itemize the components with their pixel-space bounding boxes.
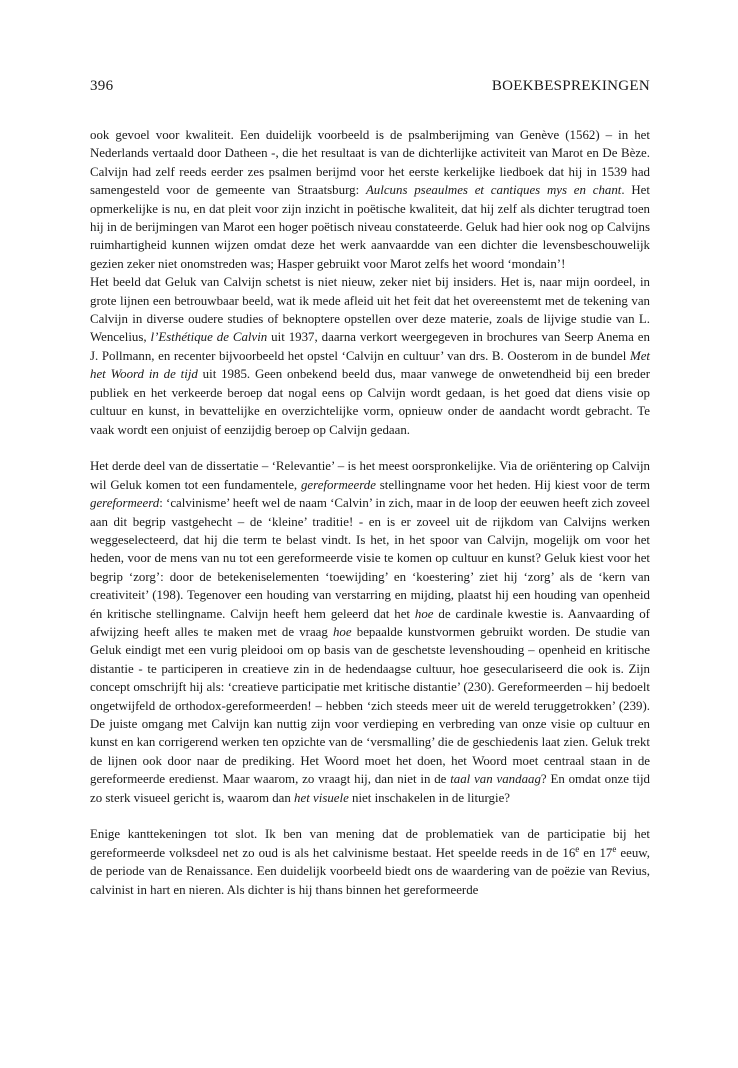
paragraph [90, 273, 650, 439]
italic-text: hoe [332, 624, 352, 639]
italic-text: taal van vandaag [450, 772, 541, 787]
text-run: . Het opmerkelijke is nu, en dat pleit voor zijn inzicht in poëtische kwaliteit, dat hij zelf als dichter terugtrad toen hij in de berijmingen van Marot een hoger poëtisch niveau constateerde. Geluk had hier ook nog op Calvijns ruimhartigheid kunnen wijzen omdat deze het werk aanvaardde van een dichter die levensbeschouwelijk gezien zeker niet onomstreden was; Hasper gebruikt voor Marot zelfs het woord ‘mondain’! [90, 183, 650, 271]
italic-text: Met het Woord in de tijd [90, 348, 650, 382]
italic-text: hoe [414, 606, 434, 621]
section-title: BOEKBESPREKINGEN [491, 78, 650, 94]
text-run: Het beeld dat Geluk van Calvijn schetst is niet nieuw, zeker niet bij insiders. Het is, naar mijn oordeel, in grote lijnen een betrouwbaar beeld, wat ik mede afleid uit het feit dat het overeenstemt met de tekening van Calvijn in diverse oudere studies of beknoptere opstellen over deze materie, zoals de lijvige studie van L. Wencelius, [90, 275, 650, 345]
italic-text: het visuele [294, 790, 349, 805]
text-run: niet inschakelen in de liturgie? [348, 790, 511, 805]
text-run: ook gevoel voor kwaliteit. Een duidelijk voorbeeld is de psalmberijming van Genève (1562) – in het Nederlands vertaald door Datheen -, die het resultaat is van de dichterlijke activiteit van Marot en De Bèze. Calvijn had zelf reeds eerder zes psalmen berijmd voor het eerste kerkelijke liedboek dat hij in 1539 had samengesteld voor de gemeente van Straatsburg: [90, 128, 650, 198]
text-run: ? En omdat onze tijd zo sterk visueel gericht is, waarom dan [90, 772, 650, 805]
text-run: Het derde deel van de dissertatie – ‘Relevantie’ – is het meest oorspronkelijke. Via de oriëntering op Calvijn wil Geluk komen tot een fundamentele, [90, 459, 650, 492]
italic-text: gereformeerde [300, 477, 376, 492]
text-run: bepaalde kunstvormen gebruikt worden. De studie van Geluk eindigt met een vurig pleidooi om op basis van de geschetste levenshouding – openheid en kritische distantie - te participeren in creatieve zin in de hedendaagse cultuur, hoe geseculariseerd die ook is. Zijn concept omschrijft hij als: ‘creatieve participatie met kritische distantie’ (230). Gereformeerden – hij bedoelt ongetwijfeld de orthodox-gereformeerden! – hebben ‘zich steeds meer uit de wereld teruggetrokken’ (239). De juiste omgang met Calvijn kan nuttig zijn voor verdieping en verbreding van onze visie op cultuur en kunst en kan corrigerend werken ten opzichte van de ‘versmalling’ die de geschiedenis laat zien. Geluk trekt de lijnen ook door naar de prediking. Het Woord moet het doen, het Woord moet centraal staan in de gereformeerde eredienst. Maar waarom, zo vraagt hij, dan niet in de [90, 624, 650, 787]
italic-text: l’Esthétique de Calvin [150, 330, 268, 345]
text-run: stellingname voor het heden. Hij kiest voor de term [375, 477, 650, 492]
superscript: e [612, 843, 617, 854]
paragraph [90, 126, 650, 273]
text-run: Enige kanttekeningen tot slot. Ik ben van mening dat de problematiek van de participatie bij het gereformeerde volksdeel net zo oud is als het calvinisme bestaat. Het speelde reeds in de 16 [90, 827, 650, 860]
text-run: eeuw, de periode van de Renaissance. Een duidelijk voorbeeld biedt ons de waardering van de poëzie van Revius, calvinist in hart en nieren. Als dichter is hij thans binnen het gereformeerde [90, 845, 650, 897]
italic-text: gereformeerd [90, 496, 160, 511]
superscript: e [575, 843, 580, 854]
text-run: de cardinale kwestie is. Aanvaarding of afwijzing heeft alles te maken met de vraag [90, 606, 650, 639]
paragraph [90, 457, 650, 807]
text-run: uit 1985. Geen onbekend beeld dus, maar vanwege de onwetendheid bij een breder publiek en het verkeerde beroep dat nogal eens op Calvijn wordt gedaan, is het goed dat diens visie op cultuur en kunst, in bevattelijke en overzichtelijke vorm, opnieuw onder de aandacht wordt gebracht. Te vaak wordt een onjuist of eenzijdig beroep op Calvijn gedaan. [90, 367, 651, 437]
page-number: 396 [90, 78, 114, 94]
text-run: : ‘calvinisme’ heeft wel de naam ‘Calvin’ in zich, maar in de loop der eeuwen heeft zich zoveel aan dit begrip vastgehecht – de ‘kleine’ traditie! - en is er zoveel uit de rijkdom van Calvijns werken weggeselecteerd, dat hij die term te belast vindt. Is het, in het spoor van Calvijn, mogelijk om voor het heden, voor de mens van nu tot een gereformeerde visie te komen op cultuur en kunst? Geluk kiest voor het begrip ‘zorg’: door de betekeniselementen ‘toewijding’ en ‘koestering’ ziet hij ‘zorg’ als de ‘kern van creativiteit’ (198). Tegenover een houding van verstarring en mijding, plaatst hij een houding van openheid én kritische stellingname. Calvijn heeft hem geleerd dat het [90, 496, 650, 621]
text-run: uit 1937, daarna verkort weergegeven in brochures van Seerp Anema en J. Pollmann, en recenter bijvoorbeeld het opstel ‘Calvijn en cultuur’ van drs. B. Oosterom in de bundel [90, 330, 650, 363]
text-run: en 17 [579, 845, 613, 860]
italic-text: Aulcuns pseaulmes et cantiques mys en chant [365, 183, 622, 198]
body-text [90, 126, 650, 899]
paragraph [90, 825, 650, 899]
